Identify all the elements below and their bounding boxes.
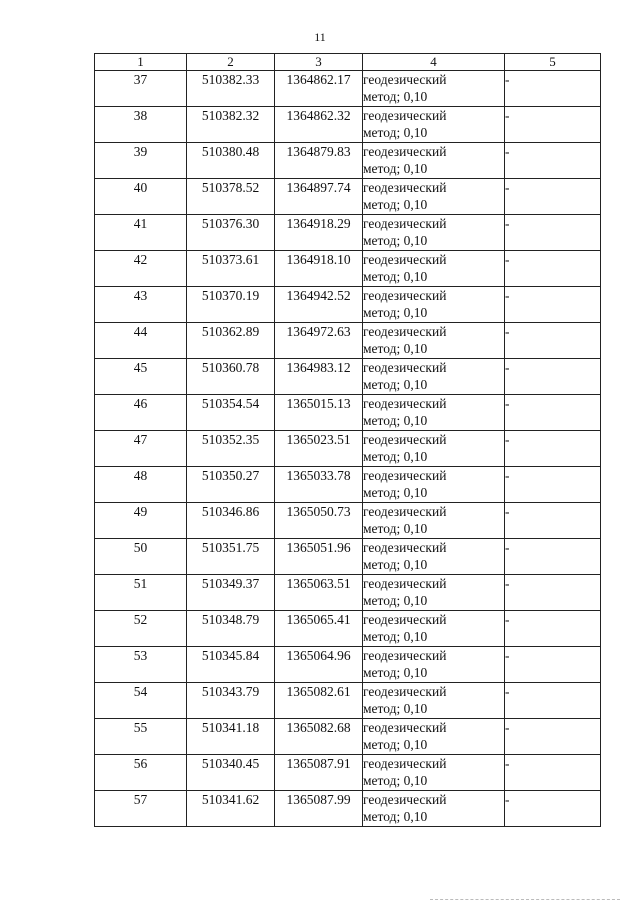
y-coordinate-cell: 1365050.73 — [275, 503, 363, 539]
x-coordinate-cell: 510352.35 — [187, 431, 275, 467]
y-coordinate-cell: 1364918.29 — [275, 215, 363, 251]
point-number-cell: 54 — [95, 683, 187, 719]
y-coordinate-cell: 1364897.74 — [275, 179, 363, 215]
method-line: геодезический — [363, 144, 447, 159]
y-coordinate-cell: 1364879.83 — [275, 143, 363, 179]
y-coordinate-cell: 1364862.17 — [275, 71, 363, 107]
y-coordinate-cell: 1365023.51 — [275, 431, 363, 467]
y-coordinate-cell: 1364918.10 — [275, 251, 363, 287]
method-line: геодезический — [363, 216, 447, 231]
x-coordinate-cell: 510343.79 — [187, 683, 275, 719]
note-cell: - — [505, 755, 601, 791]
x-coordinate-cell: 510360.78 — [187, 359, 275, 395]
y-coordinate-cell: 1365015.13 — [275, 395, 363, 431]
method-line: геодезический — [363, 108, 447, 123]
point-number-cell: 48 — [95, 467, 187, 503]
table-row — [95, 215, 601, 251]
point-number-cell: 52 — [95, 611, 187, 647]
table-row — [95, 251, 601, 287]
method-cell — [363, 359, 505, 395]
method-line: геодезический — [363, 648, 447, 663]
note-cell: - — [505, 359, 601, 395]
table-row — [95, 323, 601, 359]
point-number-cell: 41 — [95, 215, 187, 251]
method-line: геодезический — [363, 468, 447, 483]
footer-scan-mark — [430, 899, 620, 903]
point-number-cell: 38 — [95, 107, 187, 143]
y-coordinate-cell: 1364862.32 — [275, 107, 363, 143]
table-row — [95, 575, 601, 611]
method-line: геодезический — [363, 360, 447, 375]
point-number-cell: 44 — [95, 323, 187, 359]
x-coordinate-cell: 510370.19 — [187, 287, 275, 323]
method-cell — [363, 395, 505, 431]
table-row — [95, 791, 601, 827]
note-cell: - — [505, 143, 601, 179]
method-cell — [363, 467, 505, 503]
note-cell: - — [505, 611, 601, 647]
x-coordinate-cell: 510348.79 — [187, 611, 275, 647]
x-coordinate-cell: 510380.48 — [187, 143, 275, 179]
header-cell-5: 5 — [505, 54, 601, 71]
x-coordinate-cell: 510373.61 — [187, 251, 275, 287]
y-coordinate-cell: 1365087.99 — [275, 791, 363, 827]
method-cell — [363, 287, 505, 323]
note-cell: - — [505, 791, 601, 827]
method-line: геодезический — [363, 72, 447, 87]
method-cell — [363, 215, 505, 251]
point-number-cell: 50 — [95, 539, 187, 575]
point-number-cell: 56 — [95, 755, 187, 791]
method-cell — [363, 791, 505, 827]
method-cell — [363, 539, 505, 575]
point-number-cell: 57 — [95, 791, 187, 827]
method-line: геодезический — [363, 720, 447, 735]
point-number-cell: 42 — [95, 251, 187, 287]
method-cell — [363, 143, 505, 179]
method-line: метод; 0,10 — [363, 197, 428, 212]
method-line: метод; 0,10 — [363, 161, 428, 176]
method-line: метод; 0,10 — [363, 89, 428, 104]
y-coordinate-cell: 1364983.12 — [275, 359, 363, 395]
method-line: метод; 0,10 — [363, 449, 428, 464]
note-cell: - — [505, 71, 601, 107]
method-line: метод; 0,10 — [363, 773, 428, 788]
method-line: геодезический — [363, 612, 447, 627]
method-line: метод; 0,10 — [363, 665, 428, 680]
note-cell: - — [505, 503, 601, 539]
x-coordinate-cell: 510362.89 — [187, 323, 275, 359]
method-line: геодезический — [363, 180, 447, 195]
method-line: метод; 0,10 — [363, 593, 428, 608]
method-line: метод; 0,10 — [363, 629, 428, 644]
header-cell-3: 3 — [275, 54, 363, 71]
note-cell: - — [505, 215, 601, 251]
header-cell-4: 4 — [363, 54, 505, 71]
method-line: геодезический — [363, 288, 447, 303]
method-line: геодезический — [363, 792, 447, 807]
note-cell: - — [505, 467, 601, 503]
method-line: метод; 0,10 — [363, 233, 428, 248]
x-coordinate-cell: 510341.18 — [187, 719, 275, 755]
table-header — [95, 54, 601, 71]
method-line: метод; 0,10 — [363, 557, 428, 572]
header-cell-2: 2 — [187, 54, 275, 71]
method-line: метод; 0,10 — [363, 485, 428, 500]
table-row — [95, 395, 601, 431]
y-coordinate-cell: 1365082.68 — [275, 719, 363, 755]
y-coordinate-cell: 1365051.96 — [275, 539, 363, 575]
table-row — [95, 107, 601, 143]
y-coordinate-cell: 1365087.91 — [275, 755, 363, 791]
note-cell: - — [505, 683, 601, 719]
x-coordinate-cell: 510382.33 — [187, 71, 275, 107]
note-cell: - — [505, 539, 601, 575]
point-number-cell: 46 — [95, 395, 187, 431]
table-row — [95, 611, 601, 647]
note-cell: - — [505, 719, 601, 755]
y-coordinate-cell: 1364942.52 — [275, 287, 363, 323]
method-line: метод; 0,10 — [363, 701, 428, 716]
method-cell — [363, 683, 505, 719]
x-coordinate-cell: 510378.52 — [187, 179, 275, 215]
method-cell — [363, 323, 505, 359]
table-row — [95, 719, 601, 755]
table-row — [95, 143, 601, 179]
method-line: геодезический — [363, 504, 447, 519]
method-line: метод; 0,10 — [363, 125, 428, 140]
table-body — [95, 71, 601, 827]
x-coordinate-cell: 510354.54 — [187, 395, 275, 431]
table-row — [95, 431, 601, 467]
table-row — [95, 503, 601, 539]
method-cell — [363, 179, 505, 215]
point-number-cell: 39 — [95, 143, 187, 179]
method-line: метод; 0,10 — [363, 809, 428, 824]
method-line: геодезический — [363, 540, 447, 555]
y-coordinate-cell: 1364972.63 — [275, 323, 363, 359]
method-cell — [363, 431, 505, 467]
method-line: метод; 0,10 — [363, 413, 428, 428]
point-number-cell: 53 — [95, 647, 187, 683]
y-coordinate-cell: 1365065.41 — [275, 611, 363, 647]
x-coordinate-cell: 510346.86 — [187, 503, 275, 539]
table-row — [95, 647, 601, 683]
method-line: геодезический — [363, 684, 447, 699]
method-line: геодезический — [363, 252, 447, 267]
method-cell — [363, 611, 505, 647]
y-coordinate-cell: 1365064.96 — [275, 647, 363, 683]
note-cell: - — [505, 287, 601, 323]
x-coordinate-cell: 510341.62 — [187, 791, 275, 827]
method-cell — [363, 107, 505, 143]
method-line: геодезический — [363, 396, 447, 411]
method-cell — [363, 719, 505, 755]
point-number-cell: 55 — [95, 719, 187, 755]
method-line: метод; 0,10 — [363, 521, 428, 536]
method-cell — [363, 647, 505, 683]
method-line: метод; 0,10 — [363, 737, 428, 752]
note-cell: - — [505, 575, 601, 611]
note-cell: - — [505, 179, 601, 215]
note-cell: - — [505, 395, 601, 431]
coordinates-table — [94, 53, 601, 827]
method-cell — [363, 71, 505, 107]
x-coordinate-cell: 510350.27 — [187, 467, 275, 503]
page-number: 11 — [314, 30, 326, 44]
x-coordinate-cell: 510382.32 — [187, 107, 275, 143]
header-cell-1: 1 — [95, 54, 187, 71]
method-line: метод; 0,10 — [363, 377, 428, 392]
point-number-cell: 49 — [95, 503, 187, 539]
method-line: геодезический — [363, 756, 447, 771]
x-coordinate-cell: 510345.84 — [187, 647, 275, 683]
header-row — [95, 54, 601, 71]
method-cell — [363, 251, 505, 287]
point-number-cell: 51 — [95, 575, 187, 611]
point-number-cell: 45 — [95, 359, 187, 395]
method-line: геодезический — [363, 432, 447, 447]
method-cell — [363, 503, 505, 539]
table-row — [95, 467, 601, 503]
note-cell: - — [505, 431, 601, 467]
x-coordinate-cell: 510376.30 — [187, 215, 275, 251]
table-row — [95, 755, 601, 791]
method-line: геодезический — [363, 576, 447, 591]
method-line: метод; 0,10 — [363, 305, 428, 320]
method-line: метод; 0,10 — [363, 341, 428, 356]
method-cell — [363, 755, 505, 791]
y-coordinate-cell: 1365063.51 — [275, 575, 363, 611]
table-row — [95, 539, 601, 575]
table-row — [95, 287, 601, 323]
method-line: геодезический — [363, 324, 447, 339]
point-number-cell: 40 — [95, 179, 187, 215]
point-number-cell: 47 — [95, 431, 187, 467]
note-cell: - — [505, 107, 601, 143]
x-coordinate-cell: 510351.75 — [187, 539, 275, 575]
x-coordinate-cell: 510340.45 — [187, 755, 275, 791]
y-coordinate-cell: 1365082.61 — [275, 683, 363, 719]
point-number-cell: 37 — [95, 71, 187, 107]
method-line: метод; 0,10 — [363, 269, 428, 284]
method-cell — [363, 575, 505, 611]
note-cell: - — [505, 647, 601, 683]
note-cell: - — [505, 323, 601, 359]
x-coordinate-cell: 510349.37 — [187, 575, 275, 611]
table-row — [95, 71, 601, 107]
table-row — [95, 359, 601, 395]
table-row — [95, 683, 601, 719]
note-cell: - — [505, 251, 601, 287]
table-row — [95, 179, 601, 215]
y-coordinate-cell: 1365033.78 — [275, 467, 363, 503]
point-number-cell: 43 — [95, 287, 187, 323]
